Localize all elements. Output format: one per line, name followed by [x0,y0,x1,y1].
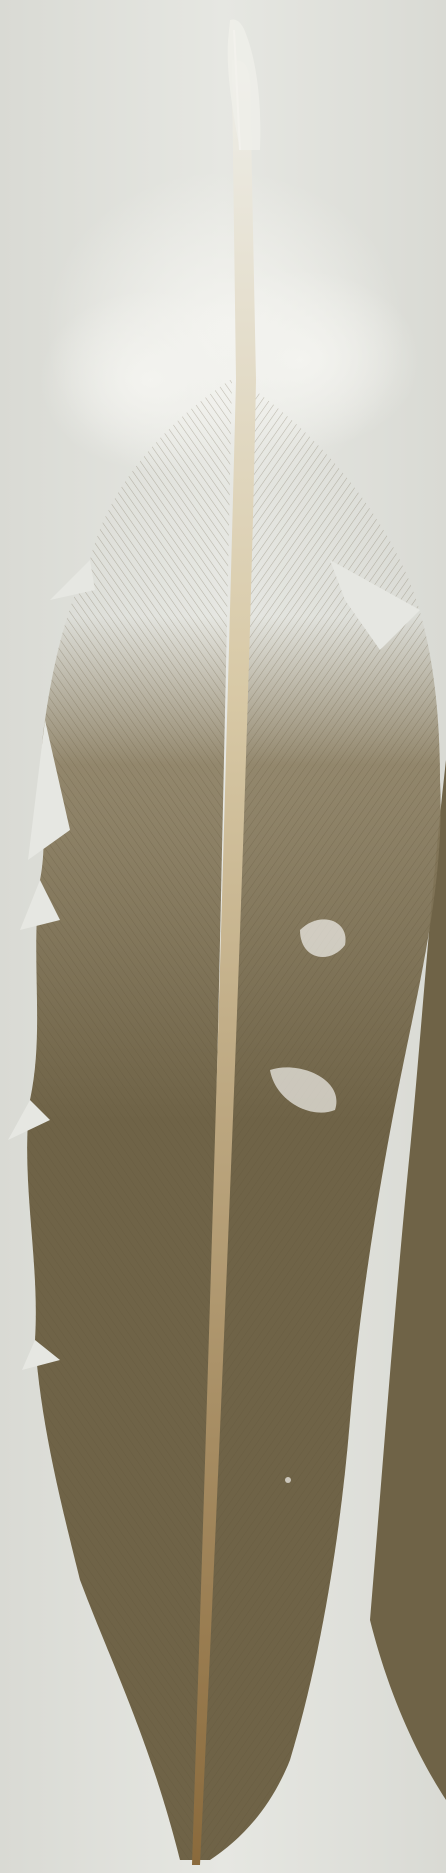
glare-speck [285,1477,291,1483]
